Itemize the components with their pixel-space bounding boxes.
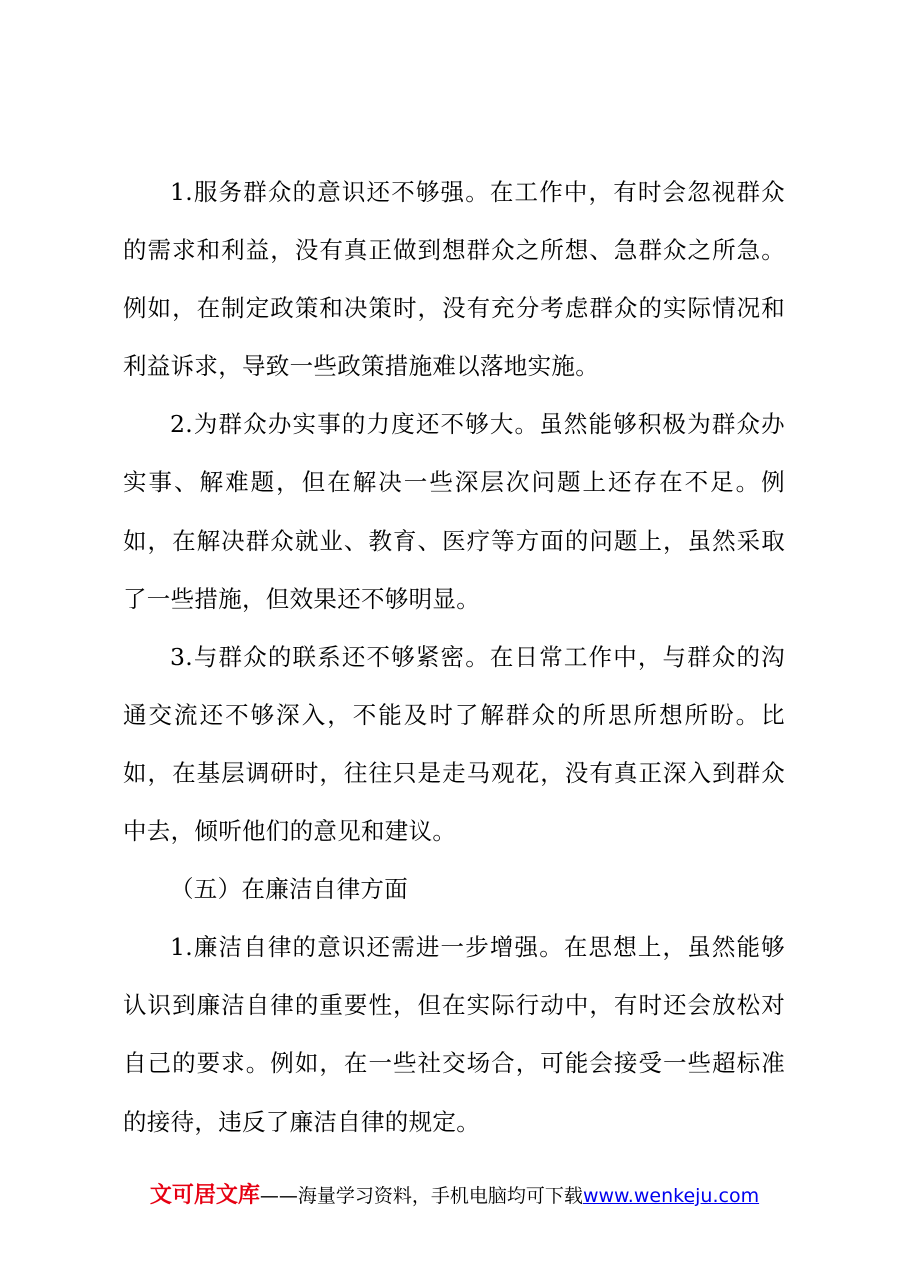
footer-tagline: ——海量学习资料，手机电脑均可下载 (259, 1185, 583, 1207)
document-body (123, 163, 785, 1151)
paragraph-public-contact: 3.与群众的联系还不够紧密。在日常工作中，与群众的沟通交流还不够深入，不能及时了解群众的所思所想所盼。比如，在基层调研时，往往只是走马观花，没有真正深入到群众中去，倾听他们的意见和建议。 (123, 642, 785, 846)
paragraph-service-awareness: 1.服务群众的意识还不够强。在工作中，有时会忽视群众的需求和利益，没有真正做到想群众之所想、急群众之所急。例如，在制定政策和决策时，没有充分考虑群众的实际情况和利益诉求，导致一些政策措施难以落地实施。 (123, 178, 785, 381)
paragraph-integrity-awareness: 1.廉洁自律的意识还需进一步增强。在思想上，虽然能够认识到廉洁自律的重要性，但在实际行动中，有时还会放松对自己的要求。例如，在一些社交场合，可能会接受一些超标准的接待，违反了廉洁自律的规定。 (123, 933, 785, 1136)
section-heading-integrity: （五）在廉洁自律方面 (170, 875, 408, 904)
footer-brand: 文可居文库 (149, 1183, 260, 1208)
paragraph-practical-work: 2.为群众办实事的力度还不够大。虽然能够积极为群众办实事、解难题，但在解决一些深层次问题上还存在不足。例如，在解决群众就业、教育、医疗等方面的问题上，虽然采取了一些措施，但效果还不够明显。 (123, 410, 785, 613)
footer-link[interactable]: www.wenkeju.com (582, 1185, 760, 1207)
page-footer (0, 1181, 909, 1211)
